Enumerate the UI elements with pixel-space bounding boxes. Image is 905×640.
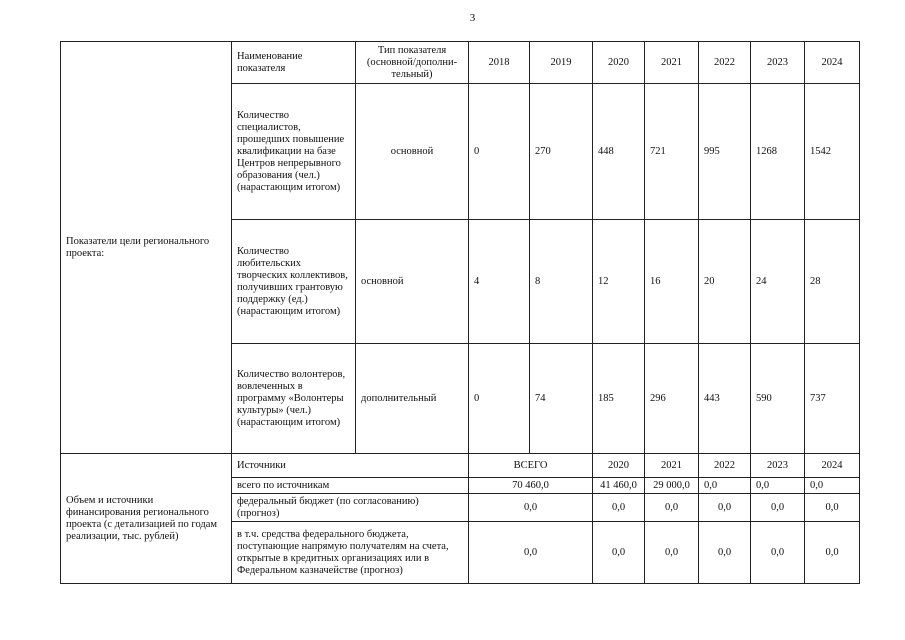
indicator-value: 12 (593, 220, 645, 344)
header-year: 2021 (645, 42, 699, 84)
indicator-value: 16 (645, 220, 699, 344)
indicator-value: 4 (469, 220, 530, 344)
indicator-type: основной (356, 220, 469, 344)
header-total: ВСЕГО (469, 454, 593, 478)
indicator-value: 721 (645, 84, 699, 220)
financing-value: 0,0 (699, 494, 751, 522)
indicator-value: 24 (751, 220, 805, 344)
financing-value: 0,0 (645, 494, 699, 522)
indicator-value: 270 (530, 84, 593, 220)
header-year: 2024 (805, 42, 860, 84)
financing-total: 70 460,0 (469, 478, 593, 494)
header-sources: Источники (232, 454, 469, 478)
indicator-value: 737 (805, 344, 860, 454)
financing-value: 0,0 (593, 522, 645, 584)
header-year: 2022 (699, 454, 751, 478)
financing-value: 0,0 (699, 522, 751, 584)
page-number: 3 (469, 12, 476, 24)
indicator-value: 185 (593, 344, 645, 454)
indicator-value: 0 (469, 344, 530, 454)
financing-value: 0,0 (805, 522, 860, 584)
passport-table (60, 41, 860, 584)
financing-value: 0,0 (805, 494, 860, 522)
financing-value: 0,0 (699, 478, 751, 494)
indicator-value: 74 (530, 344, 593, 454)
financing-value: 41 460,0 (593, 478, 645, 494)
header-year: 2023 (751, 42, 805, 84)
financing-total: 0,0 (469, 494, 593, 522)
financing-total: 0,0 (469, 522, 593, 584)
indicator-value: 590 (751, 344, 805, 454)
header-year: 2024 (805, 454, 860, 478)
header-year: 2023 (751, 454, 805, 478)
header-year: 2020 (593, 42, 645, 84)
indicator-value: 448 (593, 84, 645, 220)
indicator-type: дополнительный (356, 344, 469, 454)
header-year: 2022 (699, 42, 751, 84)
indicator-name: Количество волонтеров, вовлеченных в программу «Волонтеры культуры» (чел.) (нарастающим итогом) (232, 344, 356, 454)
indicator-value: 1268 (751, 84, 805, 220)
indicator-value: 296 (645, 344, 699, 454)
financing-section-label: Объем и источники финансирования регионального проекта (с детализацией по годам реализации, тыс. рублей) (61, 454, 232, 584)
financing-source: в т.ч. средства федерального бюджета, поступающие напрямую получателям на счета, открытые в кредитных организациях или в Федеральном казначействе (прогноз) (232, 522, 469, 584)
header-year: 2018 (469, 42, 530, 84)
indicator-value: 443 (699, 344, 751, 454)
indicator-value: 0 (469, 84, 530, 220)
header-indicator-name: Наименование показателя (232, 42, 356, 84)
financing-value: 0,0 (805, 478, 860, 494)
indicator-value: 20 (699, 220, 751, 344)
indicator-value: 8 (530, 220, 593, 344)
header-indicator-type: Тип показателя (основной/дополни-тельный) (356, 42, 469, 84)
indicator-name: Количество специалистов, прошедших повышение квалификации на базе Центров непрерывного образования (чел.) (нарастающим итогом) (232, 84, 356, 220)
financing-value: 29 000,0 (645, 478, 699, 494)
indicator-value: 1542 (805, 84, 860, 220)
indicators-header-row (61, 42, 860, 84)
financing-value: 0,0 (751, 494, 805, 522)
financing-value: 0,0 (593, 494, 645, 522)
header-year: 2021 (645, 454, 699, 478)
financing-value: 0,0 (751, 522, 805, 584)
financing-header-row (61, 454, 860, 478)
header-year: 2019 (530, 42, 593, 84)
financing-value: 0,0 (751, 478, 805, 494)
indicator-value: 28 (805, 220, 860, 344)
indicators-section-label: Показатели цели регионального проекта: (61, 42, 232, 454)
indicator-value: 995 (699, 84, 751, 220)
indicator-name: Количество любительских творческих коллективов, получивших грантовую поддержку (ед.) (нарастающим итогом) (232, 220, 356, 344)
indicator-type: основной (356, 84, 469, 220)
financing-source: всего по источникам (232, 478, 469, 494)
financing-source: федеральный бюджет (по согласованию) (прогноз) (232, 494, 469, 522)
financing-value: 0,0 (645, 522, 699, 584)
header-year: 2020 (593, 454, 645, 478)
